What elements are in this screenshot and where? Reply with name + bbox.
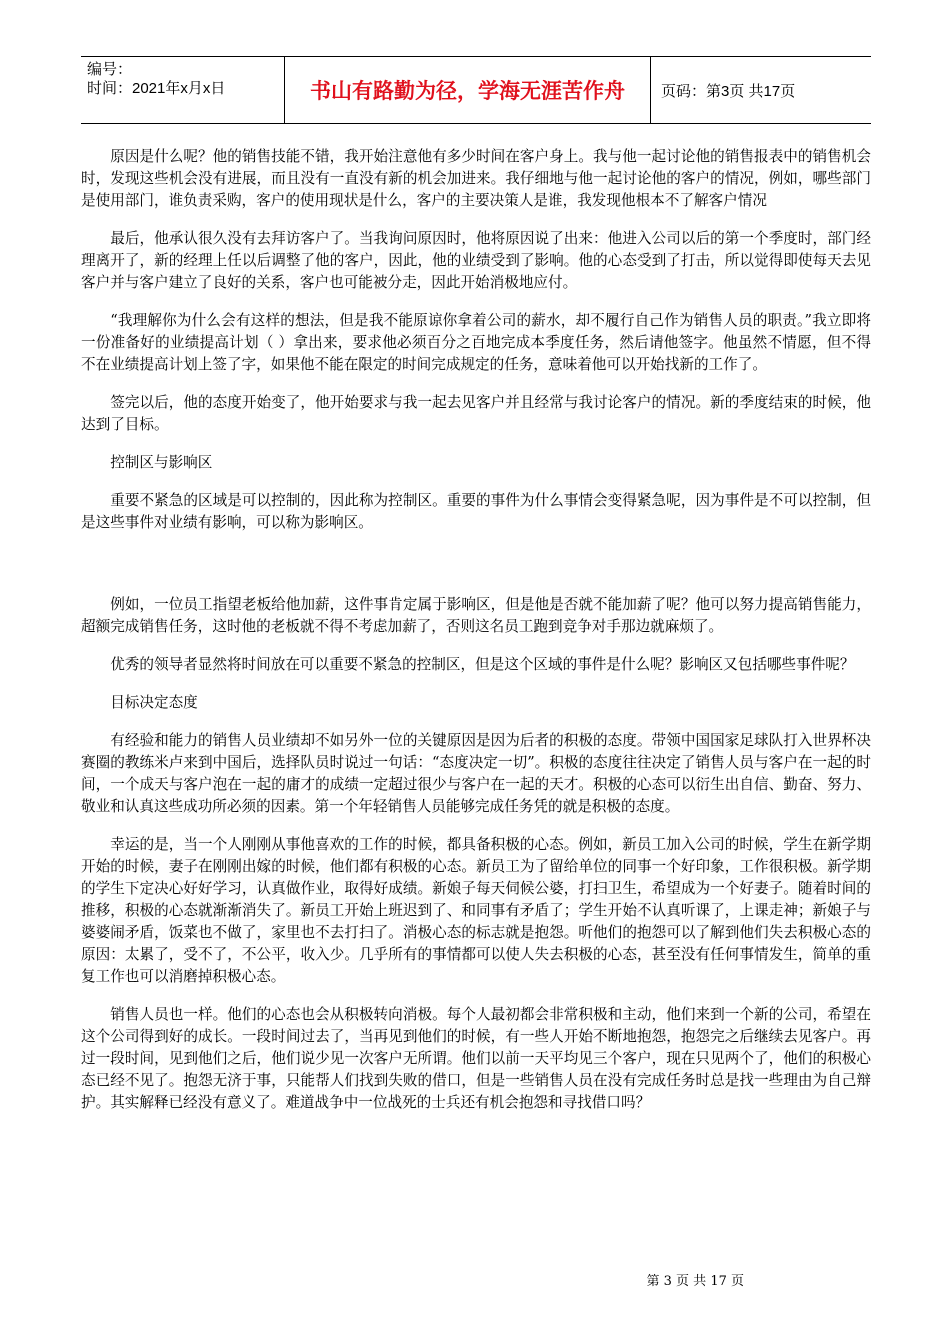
section-heading: 目标决定态度 — [110, 694, 198, 711]
section-heading: 控制区与影响区 — [110, 454, 213, 471]
paragraph: 例如，一位员工指望老板给他加薪，这件事肯定属于影响区，但是他是否就不能加薪了呢？他可以努力提高销售能力，超额完成销售任务，这时他的老板就不得不考虑加薪了，否则这名员工跑到竞争对手那边就麻烦了。 — [81, 596, 871, 635]
paragraph: 签完以后，他的态度开始变了，他开始要求与我一起去见客户并且经常与我讨论客户的情况。新的季度结束的时候，他达到了目标。 — [81, 394, 871, 433]
number-label: 编号： — [87, 61, 133, 78]
paragraph: 有经验和能力的销售人员业绩却不如另外一位的关键原因是因为后者的积极的态度。带领中国国家足球队打入世界杯决赛圈的教练米卢来到中国后，选择队员时说过一句话：“态度决定一切”。积极的态度往往决定了销售人员与客户在一起的时间，一个成天与客户泡在一起的庸才的成绩一定超过很少与客户在一起的天才。积极的心态可以衍生出自信、勤奋、努力、敬业和认真这些成功所必须的因素。第一个年轻销售人员能够完成任务凭的就是积极的态度。 — [81, 732, 871, 815]
document-body — [81, 146, 871, 1114]
paragraph: 原因是什么呢？他的销售技能不错，我开始注意他有多少时间在客户身上。我与他一起讨论他的销售报表中的销售机会时，发现这些机会没有进展，而且没有一直没有新的机会加进来。我仔细地与他一起讨论他的客户的情况，例如，哪些部门是使用部门，谁负责采购，客户的使用现状是什么，客户的主要决策人是谁，我发现他根本不了解客户情况 — [81, 148, 871, 209]
paragraph: 销售人员也一样。他们的心态也会从积极转向消极。每个人最初都会非常积极和主动，他们来到一个新的公司，希望在这个公司得到好的成长。一段时间过去了，当再见到他们的时候，有一些人开始不断地抱怨，抱怨完之后继续去见客户。再过一段时间，见到他们之后，他们说少见一次客户无所谓。他们以前一天平均见三个客户，现在只见两个了，他们的积极心态已经不见了。抱怨无济于事，只能帮人们找到失败的借口，但是一些销售人员在没有完成任务时总是找一些理由为自己辩护。其实解释已经没有意义了。难道战争中一位战死的士兵还有机会抱怨和寻找借口吗？ — [81, 1006, 871, 1111]
header-info — [81, 57, 285, 123]
header-page-info: 页码：第3页 共17页 — [661, 82, 796, 100]
paragraph: 幸运的是，当一个人刚刚从事他喜欢的工作的时候，都具备积极的心态。例如，新员工加入公司的时候，学生在新学期开始的时候，妻子在刚刚出嫁的时候，他们都有积极的心态。新员工为了留给单位的同事一个好印象，工作很积极。新学期的学生下定决心好好学习，认真做作业，取得好成绩。新娘子每天伺候公婆，打扫卫生，希望成为一个好妻子。随着时间的推移，积极的心态就渐渐消失了。新员工开始上班迟到了、和同事有矛盾了；学生开始不认真听课了，上课走神；新娘子与婆婆闹矛盾，饭菜也不做了，家里也不去打扫了。消极心态的标志就是抱怨。听他们的抱怨可以了解到他们失去积极心态的原因：太累了，受不了，不公平，收入少。几乎所有的事情都可以使人失去积极的心态，甚至没有任何事情发生，简单的重复工作也可以消磨掉积极心态。 — [81, 836, 871, 985]
page-header — [81, 56, 871, 124]
time-label: 时间：2021年x月x日 — [87, 80, 226, 97]
paragraph: 最后，他承认很久没有去拜访客户了。当我询问原因时，他将原因说了出来：他进入公司以后的第一个季度时，部门经理离开了，新的经理上任以后调整了他的客户，因此，他的业绩受到了影响。他的心态受到了打击，所以觉得即使每天去见客户并与客户建立了良好的关系，客户也可能被分走，因此开始消极地应付。 — [81, 230, 871, 291]
paragraph: 优秀的领导者显然将时间放在可以重要不紧急的控制区，但是这个区域的事件是什么呢？影响区又包括哪些事件呢？ — [110, 656, 855, 673]
header-motto: 书山有路勤为径，学海无涯苦作舟 — [285, 57, 651, 123]
paragraph: “我理解你为什么会有这样的想法，但是我不能原谅你拿着公司的薪水，却不履行自己作为销售人员的职责。”我立即将一份准备好的业绩提高计划（ ）拿出来，要求他必须百分之百地完成本季度任务，然后请他签字。他虽然不情愿，但不得不在业绩提高计划上签了字，如果他不能在限定的时间完成规定的任务，意味着他可以开始找新的工作了。 — [81, 312, 871, 373]
paragraph: 重要不紧急的区域是可以控制的，因此称为控制区。重要的事件为什么事情会变得紧急呢，因为事件是不可以控制，但是这些事件对业绩有影响，可以称为影响区。 — [81, 492, 871, 531]
footer-page-number: 第 3 页 共 17 页 — [646, 1274, 744, 1289]
